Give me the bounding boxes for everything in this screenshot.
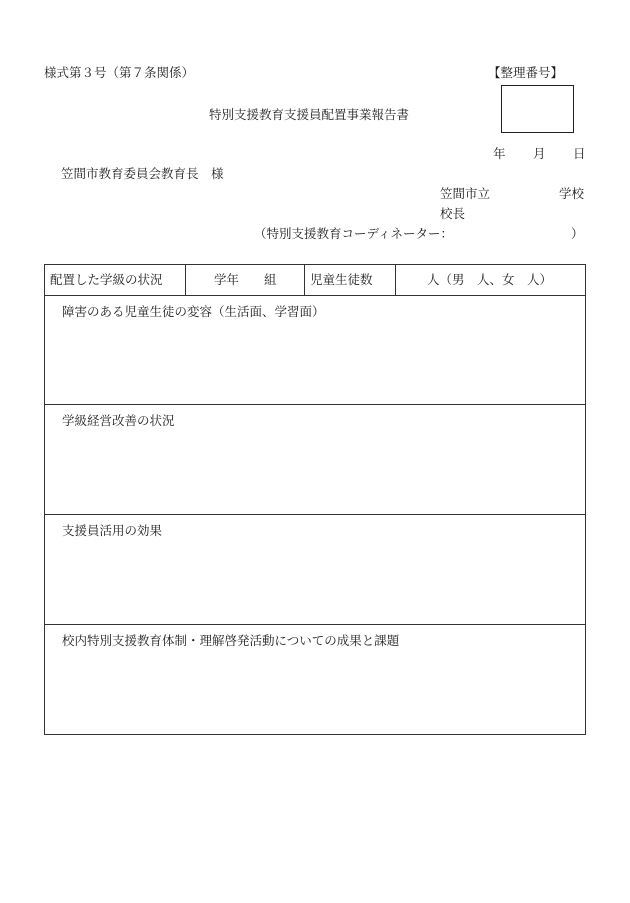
divider (304, 265, 305, 295)
section-student-changes[interactable] (45, 296, 585, 405)
class-label: 組 (264, 272, 277, 287)
grade-label: 学年 (214, 272, 240, 287)
reference-number-label: 【整理番号】 (488, 65, 564, 80)
section-school-system[interactable] (45, 625, 585, 733)
reference-number-box[interactable] (501, 85, 574, 133)
class-status-row (45, 265, 585, 296)
document-title: 特別支援教育支援員配置事業報告書 (209, 107, 410, 122)
report-table (44, 264, 586, 735)
section-class-management[interactable] (45, 405, 585, 515)
school-prefix: 笠間市立 (440, 186, 491, 201)
divider (395, 265, 396, 295)
date-month: 月 (533, 146, 546, 161)
section-label: 障害のある児童生徒の変容（生活面、学習面） (62, 304, 325, 319)
section-label: 支援員活用の効果 (62, 523, 163, 538)
date-day: 日 (573, 146, 586, 161)
form-number: 様式第３号（第７条関係） (44, 65, 195, 80)
class-status-label: 配置した学級の状況 (50, 272, 163, 287)
section-support-effect[interactable] (45, 515, 585, 625)
coordinator-close: ） (571, 226, 584, 241)
addressee: 笠間市教育委員会教育長 様 (61, 166, 224, 181)
coordinator-label: （特別支援教育コーディネーター： (254, 226, 454, 241)
divider (185, 265, 186, 295)
section-label: 学級経営改善の状況 (62, 413, 175, 428)
date-year: 年 (493, 146, 506, 161)
section-label: 校内特別支援教育体制・理解啓発活動についての成果と課題 (62, 633, 400, 648)
principal-label: 校長 (440, 206, 466, 221)
students-value: 人（男 人、女 人） (427, 272, 553, 287)
school-suffix: 学校 (559, 186, 585, 201)
students-label: 児童生徒数 (310, 272, 373, 287)
